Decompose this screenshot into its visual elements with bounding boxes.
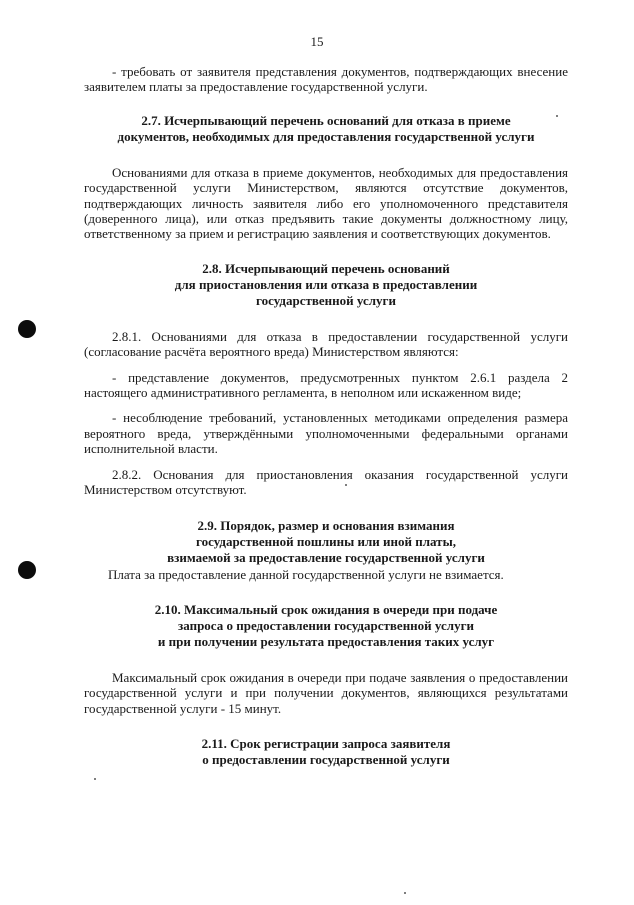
section-heading-2-10 [84,602,568,650]
document-body [84,64,568,768]
paragraph: Максимальный срок ожидания в очереди при подаче заявления о предоставлении государственной услуги и при получении документов, являющихся результатами государственной услуги - 15 минут. [84,669,568,716]
heading-line: и при получении результата предоставления таких услуг [157,633,495,649]
heading-line: взимаемой за предоставление государственной услуги [167,549,485,565]
heading-line: 2.7. Исчерпывающий перечень оснований для отказа в приеме [141,112,511,128]
page-number: 15 [310,34,324,49]
section-heading-2-11 [84,736,568,768]
heading-line: для приостановления или отказа в предоставлении [174,276,478,292]
punch-hole-mark [18,320,36,338]
heading-line: государственной пошлины или иной платы, [196,533,456,549]
paragraph: Плата за предоставление данной государственной услуги не взимается. [108,566,504,582]
heading-line: 2.9. Порядок, размер и основания взимания [197,517,455,533]
paragraph: - требовать от заявителя представления документов, подтверждающих внесение заявителем платы за предоставление государственной услуги. [84,64,568,95]
heading-line: 2.8. Исчерпывающий перечень оснований [202,260,450,276]
paragraph: - несоблюдение требований, установленных методиками определения размера вероятного вреда, утверждёнными уполномоченными федеральными органами исполнительной власти. [84,410,568,457]
section-heading-2-8 [84,261,568,309]
scan-speck [94,778,96,780]
heading-line: 2.11. Срок регистрации запроса заявителя [201,736,451,752]
scan-speck [404,892,406,894]
heading-line: 2.10. Максимальный срок ожидания в очереди при подаче [154,601,498,617]
paragraph: 2.8.2. Основания для приостановления оказания государственной услуги Министерством отсутствуют. [84,466,568,498]
heading-line: запроса о предоставлении государственной услуги [178,617,474,633]
paragraph: - представление документов, предусмотренных пунктом 2.6.1 раздела 2 настоящего административного регламента, в неполном или искаженном виде; [84,369,568,401]
paragraph: Основаниями для отказа в приеме документов, необходимых для предоставления государственной услуги Министерством, являются отсутствие документов, подтверждающих личность заявителя либо его уполномоченного представителя (доверенного лица), или отказ предъявить такие документы должностному лицу, ответственному за прием и регистрацию заявления и соответствующих документов. [84,164,568,242]
punch-hole-mark [18,561,36,579]
paragraph: 2.8.1. Основаниями для отказа в предоставлении государственной услуги (согласование расчёта вероятного вреда) Министерством являются: [84,328,568,360]
section-heading-2-9 [84,518,568,566]
section-heading-2-7 [84,113,568,145]
heading-line: документов, необходимых для предоставления государственной услуги [117,128,535,144]
heading-line: о предоставлении государственной услуги [202,752,450,768]
heading-line: государственной услуги [256,292,396,308]
